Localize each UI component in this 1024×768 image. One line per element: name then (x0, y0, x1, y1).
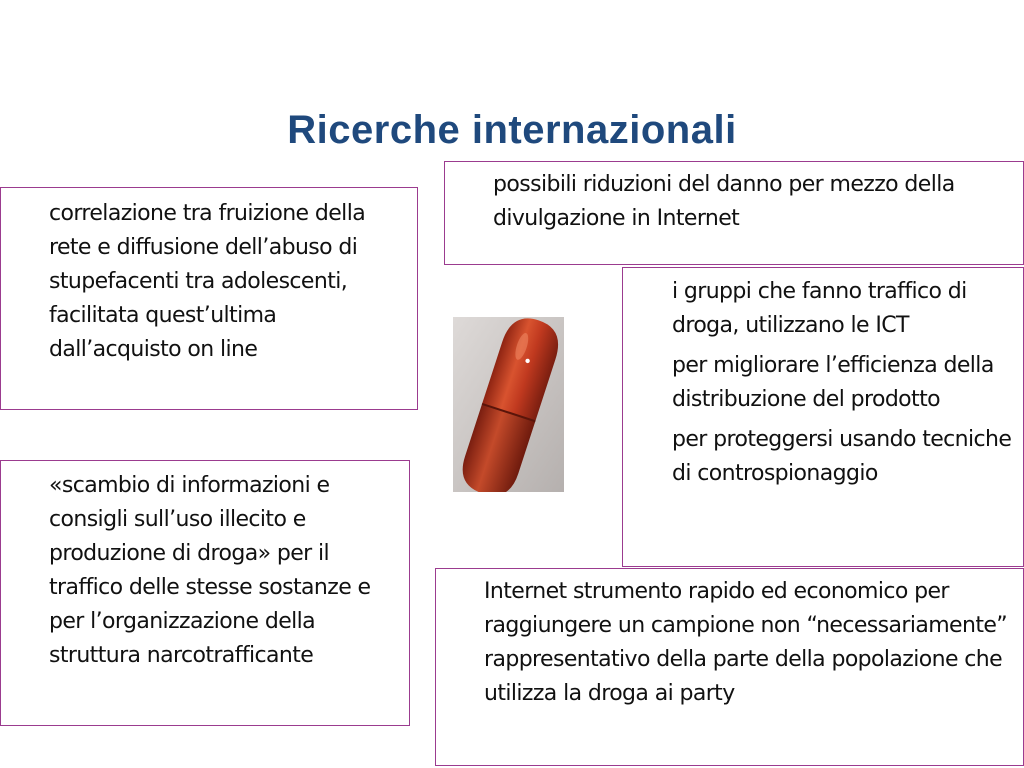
capsule-pill-image (453, 317, 564, 492)
ict-groups-point-efficiency: per migliorare l’efficienza della distribuzione del prodotto (672, 353, 994, 412)
ict-groups-point-counterespionage: per proteggersi usando tecniche di controspionaggio (672, 427, 1012, 486)
correlation-text: correlazione tra fruizione della rete e diffusione dell’abuso di stupefacenti tra adolescenti, facilitata quest’ultima dall’acquisto on line (49, 201, 366, 362)
ict-groups-intro: i gruppi che fanno traffico di droga, utilizzano le ICT (672, 279, 967, 338)
ict-groups-box (622, 267, 1024, 567)
information-exchange-text: «scambio di informazioni e consigli sull’uso illecito e produzione di droga» per il traffico delle stesse sostanze e per l’organizzazione della struttura narcotrafficante (49, 473, 371, 668)
information-exchange-box (0, 460, 410, 726)
harm-reduction-box (444, 161, 1024, 265)
correlation-box (0, 187, 418, 410)
internet-tool-text: Internet strumento rapido ed economico per raggiungere un campione non “necessariamente” rappresentativo della parte della popolazione che utilizza la droga ai party (484, 579, 1008, 706)
capsule-icon (453, 317, 564, 492)
slide-title: Ricerche internazionali (287, 108, 737, 152)
internet-tool-box (435, 568, 1024, 766)
harm-reduction-text: possibili riduzioni del danno per mezzo della divulgazione in Internet (493, 172, 955, 231)
